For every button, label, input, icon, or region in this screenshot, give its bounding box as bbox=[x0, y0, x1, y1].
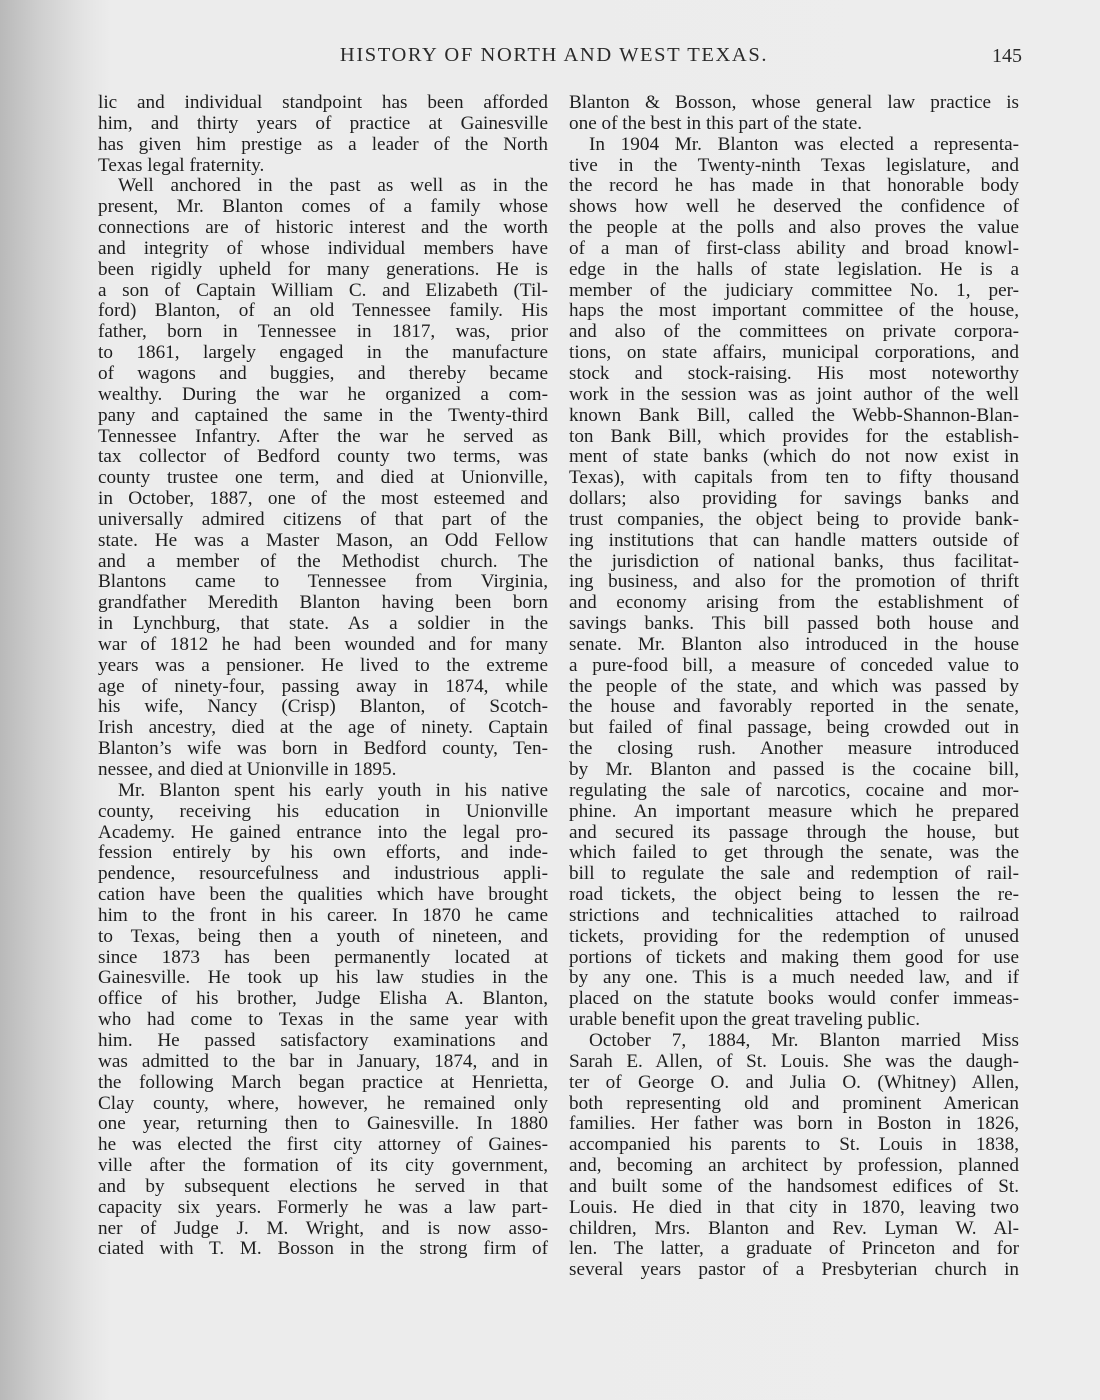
text-line: which failed to get through the senate, was the bbox=[569, 842, 1019, 864]
text-line: senate. Mr. Blanton also introduced in the house bbox=[569, 633, 1019, 655]
text-line: since 1873 has been permanently located at bbox=[98, 946, 548, 968]
text-line: by any one. This is a much needed law, and if bbox=[569, 967, 1019, 989]
text-line: of a man of first-class ability and broad knowl- bbox=[569, 237, 1019, 259]
text-line: the people of the state, and which was passed by bbox=[569, 675, 1019, 697]
text-line: len. The latter, a graduate of Princeton and for bbox=[569, 1238, 1019, 1260]
text-line: years was a pensioner. He lived to the extreme bbox=[98, 654, 548, 676]
text-line: tions, on state affairs, municipal corporations, and bbox=[569, 342, 1019, 364]
text-line: who had come to Texas in the same year with bbox=[98, 1009, 548, 1031]
text-line: of wagons and buggies, and thereby became bbox=[98, 362, 548, 384]
text-line: in October, 1887, one of the most esteemed and bbox=[98, 488, 548, 510]
text-line: road tickets, the object being to lessen the re- bbox=[569, 884, 1019, 906]
text-line: urable benefit upon the great traveling public. bbox=[569, 1009, 921, 1031]
text-line: father, born in Tennessee in 1817, was, prior bbox=[98, 321, 548, 343]
text-line: both representing old and prominent American bbox=[569, 1092, 1019, 1114]
text-line: and also of the committees on private corpora- bbox=[569, 321, 1019, 343]
text-line: ford) Blanton, of an old Tennessee family. His bbox=[98, 300, 548, 322]
text-line: tive in the Twenty-ninth Texas legislature, and bbox=[569, 154, 1019, 176]
text-line: savings banks. This bill passed both house and bbox=[569, 613, 1019, 635]
text-line: shows how well he deserved the confidence of bbox=[569, 196, 1019, 218]
text-line: and, becoming an architect by profession, planned bbox=[569, 1155, 1019, 1177]
text-line: county, receiving his education in Unionville bbox=[98, 800, 548, 822]
text-line: ville after the formation of its city government, bbox=[98, 1155, 548, 1177]
text-line: him. He passed satisfactory examinations and bbox=[98, 1029, 548, 1051]
right-column bbox=[569, 93, 1019, 1281]
text-line: Texas), with capitals from ten to fifty thousand bbox=[569, 467, 1019, 489]
text-line: and economy arising from the establishment of bbox=[569, 592, 1019, 614]
text-line: work in the session was as joint author of the well bbox=[569, 383, 1019, 405]
text-line: to 1861, largely engaged in the manufacture bbox=[98, 342, 548, 364]
text-line: Gainesville. He took up his law studies in the bbox=[98, 967, 548, 989]
text-line: one of the best in this part of the state. bbox=[569, 112, 863, 134]
text-line: but failed of final passage, being crowded out in bbox=[569, 717, 1019, 739]
running-title: HISTORY OF NORTH AND WEST TEXAS. bbox=[339, 44, 769, 66]
text-line: grandfather Meredith Blanton having been born bbox=[98, 592, 548, 614]
text-line: ing institutions that can handle matters outside of bbox=[569, 529, 1019, 551]
text-line: office of his brother, Judge Elisha A. Blanton, bbox=[98, 988, 548, 1010]
text-line: war of 1812 he had been wounded and for many bbox=[98, 633, 548, 655]
text-line: stock and stock-raising. His most noteworthy bbox=[569, 362, 1019, 384]
text-line: he was elected the first city attorney of Gaines- bbox=[98, 1134, 548, 1156]
text-line: Well anchored in the past as well as in the bbox=[118, 175, 548, 197]
text-line: a pure-food bill, a measure of conceded value to bbox=[569, 654, 1019, 676]
text-line: the house and favorably reported in the senate, bbox=[569, 696, 1019, 718]
text-line: Academy. He gained entrance into the legal pro- bbox=[98, 821, 548, 843]
page-number: 145 bbox=[992, 45, 1022, 67]
text-line: In 1904 Mr. Blanton was elected a representa- bbox=[589, 133, 1019, 155]
text-line: him, and thirty years of practice at Gainesville bbox=[98, 112, 548, 134]
text-line: Mr. Blanton spent his early youth in his native bbox=[118, 779, 548, 801]
text-line: has given him prestige as a leader of the North bbox=[98, 133, 548, 155]
text-line: Irish ancestry, died at the age of ninety. Captain bbox=[98, 717, 548, 739]
text-line: portions of tickets and making them good for use bbox=[569, 946, 1019, 968]
text-line: placed on the statute books would confer immeas- bbox=[569, 988, 1019, 1010]
text-line: wealthy. During the war he organized a com- bbox=[98, 383, 548, 405]
text-line: Blanton & Bosson, whose general law practice is bbox=[569, 92, 1019, 113]
text-line: ing business, and also for the promotion of thrift bbox=[569, 571, 1019, 593]
text-line: state. He was a Master Mason, an Odd Fellow bbox=[98, 529, 548, 551]
text-line: Clay county, where, however, he remained only bbox=[98, 1092, 548, 1114]
text-line: to Texas, being then a youth of nineteen, and bbox=[98, 925, 548, 947]
text-line: the record he has made in that honorable body bbox=[569, 175, 1019, 197]
text-line: several years pastor of a Presbyterian church in bbox=[569, 1259, 1019, 1281]
text-line: tax collector of Bedford county two terms, was bbox=[98, 446, 548, 468]
text-line: present, Mr. Blanton comes of a family whose bbox=[98, 196, 548, 218]
text-line: in Lynchburg, that state. As a soldier in the bbox=[98, 613, 548, 635]
text-line: fession entirely by his own efforts, and inde- bbox=[98, 842, 548, 864]
text-line: regulating the sale of narcotics, cocaine and mor- bbox=[569, 779, 1019, 801]
text-line: October 7, 1884, Mr. Blanton married Miss bbox=[589, 1029, 1019, 1051]
text-line: universally admired citizens of that part of the bbox=[98, 508, 548, 530]
text-line: bill to regulate the sale and redemption of rail- bbox=[569, 863, 1019, 885]
text-line: ter of George O. and Julia O. (Whitney) Allen, bbox=[569, 1071, 1019, 1093]
text-line: and integrity of whose individual members have bbox=[98, 237, 548, 259]
left-column bbox=[98, 93, 548, 1260]
text-line: the following March began practice at Henrietta, bbox=[98, 1071, 548, 1093]
text-line: connections are of historic interest and the worth bbox=[98, 217, 548, 239]
text-line: his wife, Nancy (Crisp) Blanton, of Scotch- bbox=[98, 696, 548, 718]
text-line: Blanton’s wife was born in Bedford county, Ten- bbox=[98, 738, 548, 760]
text-line: tickets, providing for the redemption of unused bbox=[569, 925, 1019, 947]
text-line: families. Her father was born in Boston in 1826, bbox=[569, 1113, 1019, 1135]
text-line: pendence, resourcefulness and industrious appli- bbox=[98, 863, 548, 885]
text-line: been rigidly upheld for many generations. He is bbox=[98, 258, 548, 280]
running-header bbox=[0, 44, 1100, 74]
text-line: known Bank Bill, called the Webb-Shannon-Blan- bbox=[569, 404, 1019, 426]
text-line: cation have been the qualities which have brought bbox=[98, 884, 548, 906]
text-line: a son of Captain William C. and Elizabeth (Til- bbox=[98, 279, 548, 301]
text-line: trust companies, the object being to provide bank- bbox=[569, 508, 1019, 530]
text-line: him to the front in his career. In 1870 he came bbox=[98, 904, 548, 926]
text-line: capacity six years. Formerly he was a law part- bbox=[98, 1196, 548, 1218]
text-line: by Mr. Blanton and passed is the cocaine bill, bbox=[569, 759, 1019, 780]
text-line: Tennessee Infantry. After the war he served as bbox=[98, 425, 548, 447]
text-line: nessee, and died at Unionville in 1895. bbox=[98, 759, 397, 780]
text-line: Louis. He died in that city in 1870, leaving two bbox=[569, 1196, 1019, 1218]
text-line: Texas legal fraternity. bbox=[98, 154, 265, 176]
text-line: dollars; also providing for savings banks and bbox=[569, 488, 1019, 510]
text-line: the closing rush. Another measure introduced bbox=[569, 738, 1019, 760]
text-line: member of the judiciary committee No. 1, per- bbox=[569, 279, 1019, 301]
text-line: and secured its passage through the house, but bbox=[569, 821, 1019, 843]
text-line: children, Mrs. Blanton and Rev. Lyman W. Al- bbox=[569, 1217, 1019, 1239]
text-line: strictions and technicalities attached to railroad bbox=[569, 904, 1019, 926]
text-line: and by subsequent elections he served in that bbox=[98, 1175, 548, 1197]
text-line: Sarah E. Allen, of St. Louis. She was the daugh- bbox=[569, 1050, 1019, 1072]
text-line: edge in the halls of state legislation. He is a bbox=[569, 258, 1019, 280]
text-line: ton Bank Bill, which provides for the establish- bbox=[569, 425, 1019, 447]
text-line: county trustee one term, and died at Unionville, bbox=[98, 467, 548, 489]
text-line: pany and captained the same in the Twenty-third bbox=[98, 404, 548, 426]
text-line: and a member of the Methodist church. The bbox=[98, 550, 548, 572]
text-line: the people at the polls and also proves the value bbox=[569, 217, 1019, 239]
text-line: the jurisdiction of national banks, thus facilitat- bbox=[569, 550, 1019, 572]
text-line: one year, returning then to Gainesville. In 1880 bbox=[98, 1113, 548, 1135]
text-line: and built some of the handsomest edifices of St. bbox=[569, 1175, 1019, 1197]
text-line: ciated with T. M. Bosson in the strong firm of bbox=[98, 1238, 548, 1260]
text-line: Blantons came to Tennessee from Virginia, bbox=[98, 571, 548, 593]
text-line: lic and individual standpoint has been afforded bbox=[98, 92, 548, 113]
text-line: phine. An important measure which he prepared bbox=[569, 800, 1019, 822]
text-line: ner of Judge J. M. Wright, and is now asso- bbox=[98, 1217, 548, 1239]
text-line: haps the most important committee of the house, bbox=[569, 300, 1019, 322]
text-line: ment of state banks (which do not now exist in bbox=[569, 446, 1019, 468]
text-line: age of ninety-four, passing away in 1874, while bbox=[98, 675, 548, 697]
text-line: accompanied his parents to St. Louis in 1838, bbox=[569, 1134, 1019, 1156]
text-line: was admitted to the bar in January, 1874, and in bbox=[98, 1050, 548, 1072]
